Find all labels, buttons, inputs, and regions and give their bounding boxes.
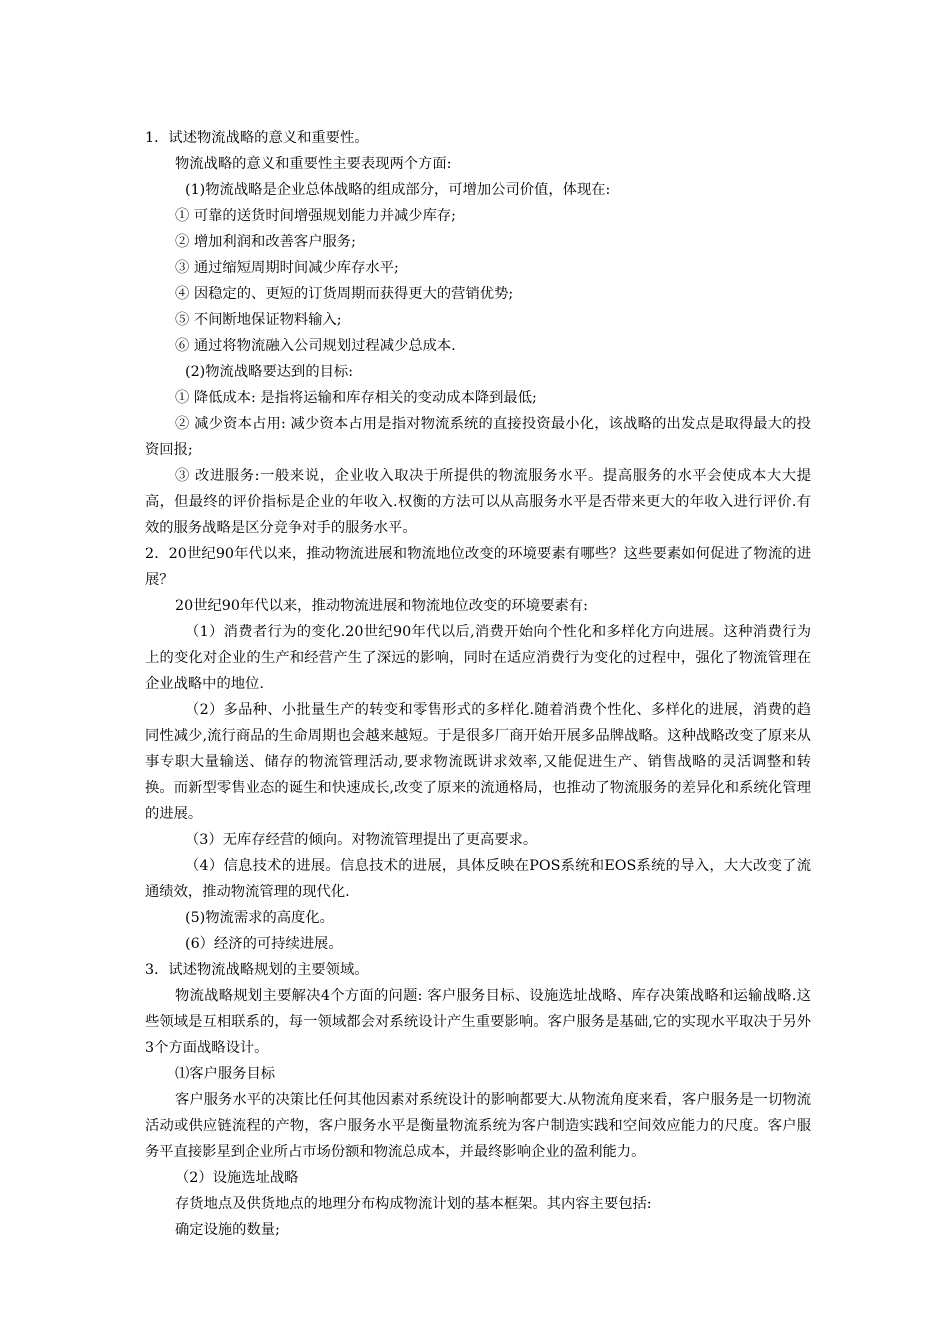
list-item: ④ 因稳定的、更短的订货周期而获得更大的营销优势; — [175, 286, 514, 302]
list-item: ⑤ 不间断地保证物料输入; — [175, 312, 342, 328]
list-item: ⑥ 通过将物流融入公司规划过程减少总成本. — [175, 338, 456, 354]
question-1-heading: 1．试述物流战略的意义和重要性。 — [145, 130, 369, 146]
paragraph: 存货地点及供货地点的地理分布构成物流计划的基本框架。其内容主要包括: — [175, 1196, 652, 1212]
subheading: ⑴客户服务目标 — [175, 1066, 276, 1082]
question-2-heading: 2．20世纪90年代以来，推动物流进展和物流地位改变的环境要素有哪些？这些要素如何促进了物流的进展？ — [145, 546, 811, 588]
list-item: ③ 通过缩短周期时间减少库存水平; — [175, 260, 399, 276]
list-item: ② 增加利润和改善客户服务; — [175, 234, 356, 250]
paragraph: 20世纪90年代以来，推动物流进展和物流地位改变的环境要素有: — [175, 598, 588, 614]
list-item: ② 减少资本占用: 减少资本占用是指对物流系统的直接投资最小化，该战略的出发点是取得最大的投资回报; — [145, 416, 811, 458]
question-3-heading: 3．试述物流战略规划的主要领域。 — [145, 962, 369, 978]
paragraph: 确定设施的数量; — [175, 1222, 280, 1238]
paragraph: 物流战略规划主要解决4个方面的问题: 客户服务目标、设施选址战略、库存决策战略和运输战略.这些领域是互相联系的，每一领域都会对系统设计产生重要影响。客户服务是基础,它的实现水平取决于另外3个方面战略设计。 — [145, 988, 811, 1056]
list-item: ① 可靠的送货时间增强规划能力并减少库存; — [175, 208, 456, 224]
paragraph: (1)物流战略是企业总体战略的组成部分，可增加公司价值，体现在: — [185, 182, 611, 198]
paragraph: (2)物流战略要达到的目标: — [185, 364, 354, 380]
paragraph: (5)物流需求的高度化。 — [185, 910, 334, 926]
list-item: ① 降低成本: 是指将运输和库存相关的变动成本降到最低; — [175, 390, 537, 406]
paragraph: 客户服务水平的决策比任何其他因素对系统设计的影响都要大.从物流角度来看，客户服务是一切物流活动或供应链流程的产物，客户服务水平是衡量物流系统为客户制造实践和空间效应能力的尺度。客户服务平直接影星到企业所占市场份额和物流总成本，并最终影响企业的盈利能力。 — [145, 1092, 811, 1160]
paragraph: （4）信息技术的进展。信息技术的进展，具体反映在POS系统和EOS系统的导入，大大改变了流通绩效，推动物流管理的现代化. — [145, 858, 811, 900]
paragraph: （3）无库存经营的倾向。对物流管理提出了更高要求。 — [185, 832, 538, 848]
paragraph: (6）经济的可持续进展。 — [185, 936, 343, 952]
paragraph: 物流战略的意义和重要性主要表现两个方面: — [175, 156, 452, 172]
list-item: ③ 改进服务:一般来说，企业收入取决于所提供的物流服务水平。提高服务的水平会使成本大大提高，但最终的评价指标是企业的年收入.权衡的方法可以从高服务水平是否带来更大的年收入进行评价.有效的服务战略是区分竞争对手的服务水平。 — [145, 468, 811, 536]
paragraph: （1）消费者行为的变化.20世纪90年代以后,消费开始向个性化和多样化方向进展。这种消费行为上的变化对企业的生产和经营产生了深远的影响，同时在适应消费行为变化的过程中，强化了物流管理在企业战略中的地位. — [145, 624, 811, 692]
document-body — [145, 125, 811, 1243]
paragraph: （2）多品种、小批量生产的转变和零售形式的多样化.随着消费个性化、多样化的进展，消费的趋同性减少,流行商品的生命周期也会越来越短。于是很多厂商开始开展多品牌战略。这种战略改变了原来从事专职大量输送、储存的物流管理活动,要求物流既讲求效率,又能促进生产、销售战略的灵活调整和转换。而新型零售业态的诞生和快速成长,改变了原来的流通格局，也推动了物流服务的差异化和系统化管理的进展。 — [145, 702, 811, 822]
subheading: （2）设施选址战略 — [175, 1170, 299, 1186]
